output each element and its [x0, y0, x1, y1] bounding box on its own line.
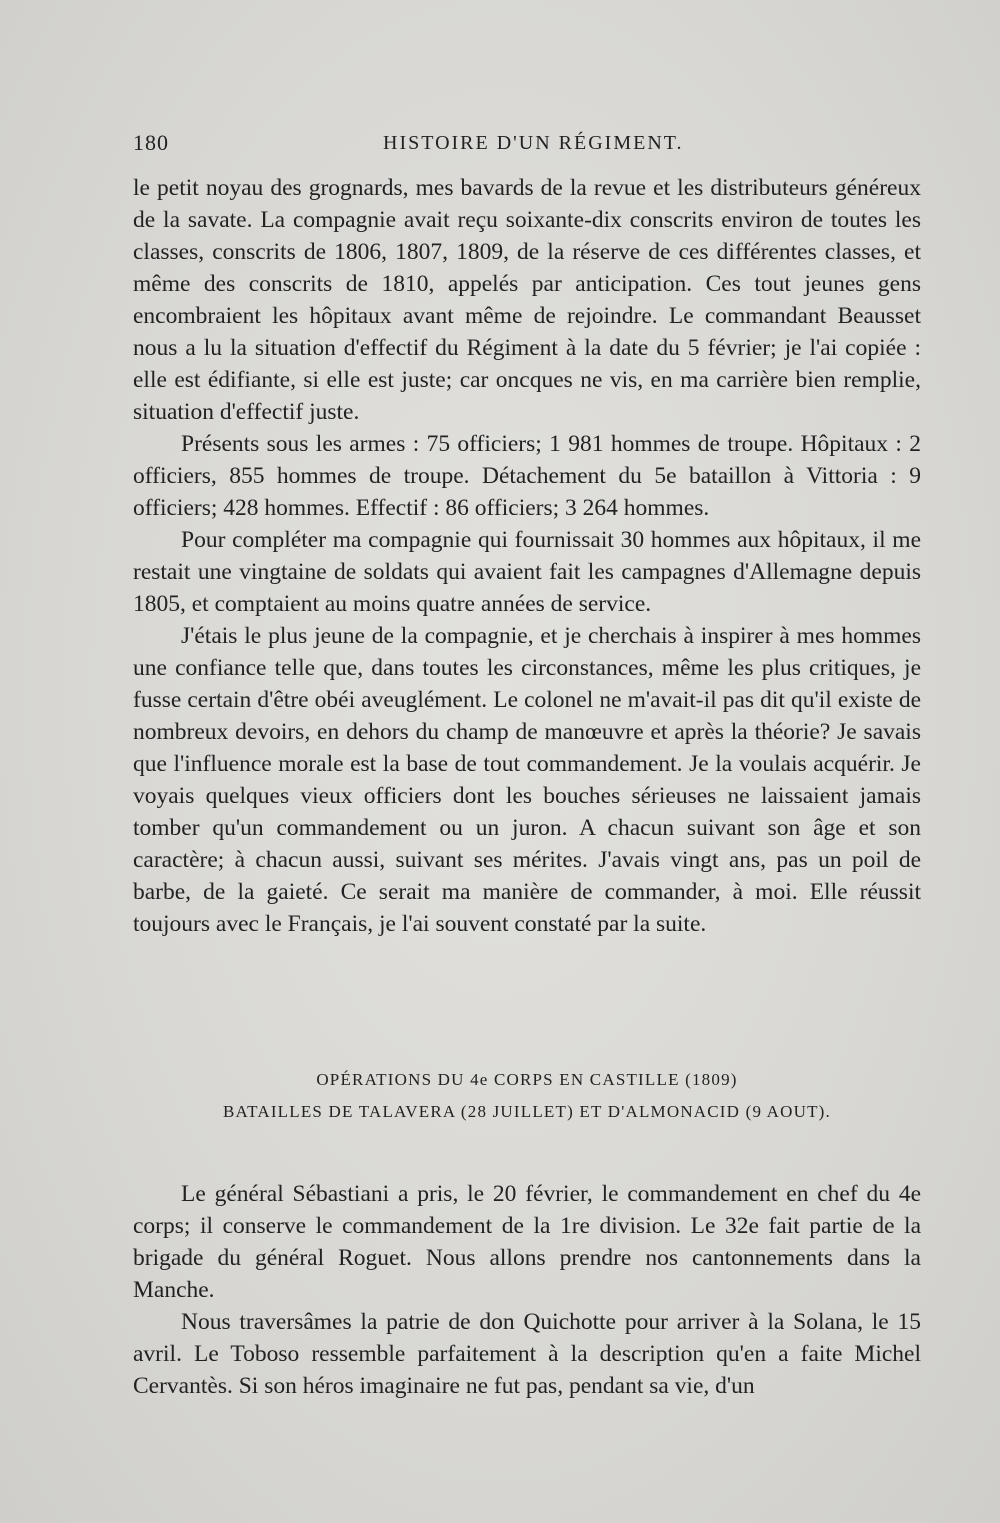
body-text-top: [133, 172, 921, 940]
section-heading-line-2: BATAILLES DE TALAVERA (28 JUILLET) ET D'ALMONACID (9 AOUT).: [222, 1102, 831, 1121]
running-title: HISTOIRE D'UN RÉGIMENT.: [383, 132, 684, 154]
paragraph: Nous traversâmes la patrie de don Quichotte pour arriver à la Solana, le 15 avril. Le Toboso ressemble parfaitement à la description qu'en a faite Michel Cervantès. Si son héros imaginaire ne fut pas, pendant sa vie, d'un: [133, 1309, 921, 1399]
paragraph: Présents sous les armes : 75 officiers; 1 981 hommes de troupe. Hôpitaux : 2 officiers, 855 hommes de troupe. Détachement du 5e bataillon à Vittoria : 9 officiers; 428 hommes. Effectif : 86 officiers; 3 264 hommes.: [133, 431, 921, 521]
paragraph: le petit noyau des grognards, mes bavards de la revue et les distributeurs généreux de la savate. La compagnie avait reçu soixante-dix conscrits environ de toutes les classes, conscrits de 1806, 1807, 1809, de la réserve de ces différentes classes, et même des conscrits de 1810, appelés par anticipation. Ces tout jeunes gens encombraient les hôpitaux avant même de rejoindre. Le commandant Beausset nous a lu la situation d'effectif du Régiment à la date du 5 février; je l'ai copiée : elle est édifiante, si elle est juste; car oncques ne vis, en ma carrière bien remplie, situation d'effectif juste.: [133, 175, 921, 425]
page-number: 180: [133, 130, 169, 155]
body-text-bottom: [133, 1178, 921, 1402]
running-head: [133, 130, 921, 160]
paragraph: Le général Sébastiani a pris, le 20 février, le commandement en chef du 4e corps; il conserve le commandement de la 1re division. Le 32e fait partie de la brigade du général Roguet. Nous allons prendre nos cantonnements dans la Manche.: [133, 1181, 921, 1303]
paragraph: J'étais le plus jeune de la compagnie, et je cherchais à inspirer à mes hommes une confiance telle que, dans toutes les circonstances, même les plus critiques, je fusse certain d'être obéi aveuglément. Le colonel ne m'avait-il pas dit qu'il existe de nombreux devoirs, en dehors du champ de manœuvre et après la théorie? Je savais que l'influence morale est la base de tout commandement. Je la voulais acquérir. Je voyais quelques vieux officiers dont les bouches sérieuses ne laissaient jamais tomber qu'un commandement ou un juron. A chacun suivant son âge et son caractère; à chacun aussi, suivant ses mérites. J'avais vingt ans, pas un poil de barbe, de la gaieté. Ce serait ma manière de commander, à moi. Elle réussit toujours avec le Français, je l'ai souvent constaté par la suite.: [133, 623, 921, 937]
paragraph: Pour compléter ma compagnie qui fournissait 30 hommes aux hôpitaux, il me restait une vingtaine de soldats qui avaient fait les campagnes d'Allemagne depuis 1805, et comptaient au moins quatre années de service.: [133, 527, 921, 617]
section-heading-line-1: OPÉRATIONS DU 4e CORPS EN CASTILLE (1809): [316, 1070, 738, 1089]
